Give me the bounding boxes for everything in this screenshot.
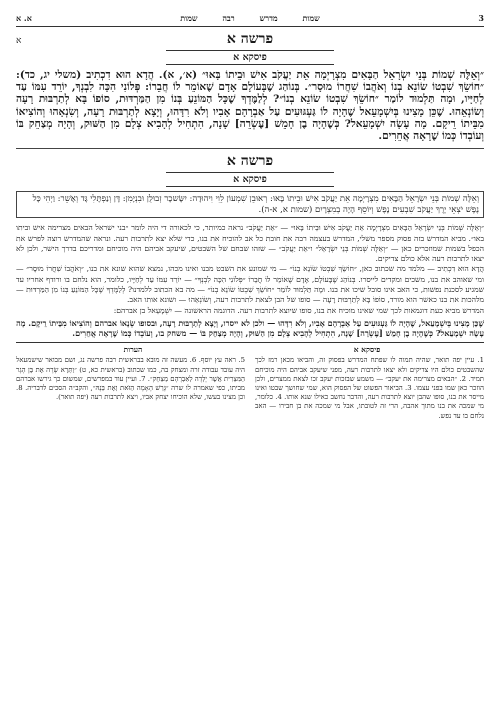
footnotes (16, 356, 484, 420)
commentary-paragraph: ״וְאֵלֶּה שְׁמוֹת בְּנֵי יִשְׂרָאֵל הַבָּאִים מִצְרָיְמָה אֵת יַעֲקֹב אִישׁ וּבֵיתוֹ בָּאוּ״ — ״אֵת יַעֲקֹב״ נראה כמיותר, כי לכאורה די היה לומר ״בני ישראל הבאים מצרימה איש וביתו באו״. מביא המדרש בזה פסוק מספר משלי, המדרש בעצמה רבה את חובת כל אב להוכיח את בנו, כדי שלא יצא לתרבות רעה. ונראה שהמדרש רוצה לפרש את הכפל בשמות שמוזכרים כאן — ״וְאֵלֶּה שְׁמוֹת בְּנֵי יִשְׂרָאֵל״ ו״אֵת יַעֲקֹב״ — שזהו שבחם של השבטים, שיעקב אביהם היה מוכיחם ומדריכם בדרך הישר, ולכן לא יצאו לתרבות רעה אלא כולם צדיקים. (16, 223, 484, 264)
chapter-verse-ref: א. א (16, 13, 32, 23)
midrash-text: ״וְאֵלֶּה שְׁמוֹת בְּנֵי יִשְׂרָאֵל הַבָּאִים מִצְרָיְמָה אֵת יַעֲקֹב אִישׁ וּבֵיתוֹ בָּאוּ״ (א׳, א). הֲדָא הוּא דִכְתִיב (משלי יג, כד): ״חוֹשֵׂךְ שִׁבְטוֹ שׂוֹנֵא בְנוֹ וְאֹהֲבוֹ שִׁחֲרוֹ מוּסָר״. בְּנוֹהַג שֶׁבָּעוֹלָם אָדָם שֶׁאוֹמֵר לוֹ חֲבֵרוֹ: פְּלוֹנִי הִכָּה לִבְנְךָ, יוֹרֵד עִמּוֹ עַד לְחַיָּיו, וּמָה תַּלְמוּד לוֹמַר ״חוֹשֵׂךְ שִׁבְטוֹ שׂוֹנֵא בְנוֹ״? לְלַמֶּדְךָ שֶׁכָּל הַמּוֹנֵעַ בְּנוֹ מִן הַמַּרְדּוּת, סוֹפוֹ בָּא לְתַרְבּוּת רָעָה וְשׂוֹנְאֵהוּ. שֶׁכֵּן מָצִינוּ בְּיִשְׁמָעֵאל שֶׁהָיָה לוֹ גַּעְגּוּעִים עַל אַבְרָהָם אָבִיו וְלֹא רִדָּהוּ, וְיָצָא לְתַרְבּוּת רָעָה, וְשִׂנְאָהוּ וְהוֹצִיאוֹ מִבֵּיתוֹ רֵיקָם. מָה עָשָׂה יִשְׁמָעֵאל? כְּשֶׁהָיָה בֶן חָמֵשׁ [עֶשְׂרֵה] שָׁנָה, הִתְחִיל לְהָבִיא צְלָם מִן הַשּׁוּק, וְהָיָה מְצַחֵק בּוֹ וְעוֹבְדוֹ כְּמוֹ שֶׁרָאָה אֲחֵרִים. (16, 69, 484, 143)
section-divider (16, 148, 484, 149)
footnotes-column-right: 1. עיין יפה תואר, שהיה תמוה לו שפתח המדרש בפסוק זה, והביאו מכאן רמז לכך שהשבטים כולם היו צדיקים ולא יצאו לתרבות רעה, מפני שיעקב אביהם היה מוכיחם תמיד. 2. ״הבאים מצרימה את יעקב״ — משמע שבזכות יעקב זכו לצאת ממצרים, ולכן הוזכר כאן שמו בפני עצמו. 3. הביאור הפשוט של הפסוק הוא, שמי שחושך שבטו ואינו מייסר את בנו, סופו שהבן יוצא לתרבות רעה, והדבר נחשב כאילו שנא אותו. 4. כלומר, מי שמכה את בנו מתוך אהבה, הרי זה לטובתו, אבל מי שמכה את בן חבירו — האב נלחם בו עד נפש. (255, 356, 484, 420)
margin-marker: א (16, 36, 22, 46)
piska-title-2: פיסקא א (166, 172, 334, 187)
page-number: 3 (478, 13, 484, 23)
notes-header (16, 342, 484, 354)
notes-header-right: פיסקא א (353, 345, 381, 355)
notes-header-left: הערות (123, 345, 143, 355)
commentary-section (16, 153, 484, 338)
running-title: שמות מדרש רבה שמות (180, 13, 320, 23)
running-header (16, 10, 484, 27)
verse-box: וְאֵלֶּה שְׁמוֹת בְּנֵי יִשְׂרָאֵל הַבָּאִים מִצְרָיְמָה אֵת יַעֲקֹב אִישׁ וּבֵיתוֹ בָּאוּ: רְאוּבֵן שִׁמְעוֹן לֵוִי וִיהוּדָה: יִשָּׂשכָר זְבוּלֻן וּבִנְיָמִן: דָּן וְנַפְתָּלִי גָּד וְאָשֵׁר: וַיְהִי כָּל נֶפֶשׁ יֹצְאֵי יֶרֶךְ יַעֲקֹב שִׁבְעִים נָפֶשׁ וְיוֹסֵף הָיָה בְמִצְרָיִם (שמות א, א-ה). (16, 191, 484, 218)
commentary-paragraph: הֲדָא הוּא דִכְתִיב — מלמד מה שכתוב כאן, ״חוֹשֵׂךְ שִׁבְטוֹ שׂוֹנֵא בְנוֹ״ — מי שמונע את השבט מבנו ואינו מכהו, נמצא שהוא שונא את בנו, ״וְאֹהֲבוֹ שִׁחֲרוֹ מוּסָר״ — ומי שאוהב את בנו, משכים ומקדים לייסרו. בְּנוֹהַג שֶׁבָּעוֹלָם, אָדָם שֶׁאוֹמֵר לוֹ חֲבֵרוֹ ״פְּלוֹנִי הִכָּה לִבְנְךָ״ — יוֹרֵד עִמּוֹ עַד לְחַיָּיו, כלומר, הוא נלחם בו ורודף אחריו עד שמגיע לסכנת נפשות, כי האב אינו סובל שיכו את בנו. וּמָה תַּלְמוּד לוֹמַר ״חוֹשֵׂךְ שִׁבְטוֹ שׂוֹנֵא בְנוֹ״ — מה בא הכתוב ללמדנו? לְלַמֶּדְךָ שֶׁכָּל הַמּוֹנֵעַ בְּנוֹ מִן הַמַּרְדּוּת — מלהכות את בנו כאשר הוא מורד, סוֹפוֹ בָּא לְתַרְבּוּת רָעָה — סופו של הבן לצאת לתרבות רעה, וְשׂוֹנְאֵהוּ — ושונא אותו האב. (16, 264, 484, 305)
original-text-section (16, 31, 484, 142)
footnotes-column-left: 5. ראה עץ יוסף. 6. מעשה זה מובא בבראשית רבה פרשה נג, ושם מבואר שישמעאל היה עובד עבודה זרה ומצחק בה, כמו שכתוב (בראשית כא, ט) ״וַתֵּרֶא שָׂרָה אֶת בֶּן הָגָר הַמִּצְרִית אֲשֶׁר יָלְדָה לְאַבְרָהָם מְצַחֵק״. 7. ועיין עוד במפרשים, שמשום כך גירשו אברהם מביתו, כפי שאמרה לו שרה ״גָּרֵשׁ הָאָמָה הַזֹּאת וְאֶת בְּנָהּ״, והקב״ה הסכים לדבריה. 8. וכן מצינו בעשו, שלא הוכיחו יצחק אביו, ויצא לתרבות רעה (יפה תואר). (16, 356, 245, 402)
piska-title: פיסקא א (166, 50, 334, 65)
parasha-title-2: פרשה א (226, 153, 274, 170)
parasha-title: פרשה א (226, 31, 274, 47)
highlighted-passage: שֶׁכֵּן מָצִינוּ בְּיִשְׁמָעֵאל, שֶׁהָיָה לוֹ גַּעְגּוּעִים עַל אַבְרָהָם אָבִיו, וְלֹא רִדָּהוּ — ולכן לא ייסרו, וְיָצָא לְתַרְבּוּת רָעָה, וּבסופו שְׂנָאוֹ אברהם וְהוֹצִיאוֹ מִבֵּיתוֹ רֵיקָם. מָה עָשָׂה יִשְׁמָעֵאל? כְּשֶׁהָיָה בֶן חָמֵשׁ [עֶשְׂרֵה] שָׁנָה, הִתְחִיל לְהָבִיא צְלָם מִן הַשּׁוּק, וְהָיָה מְצַחֵק בּוֹ — משחק בו, וְעוֹבְדוֹ כְּמוֹ שֶׁרָאָה אֲחֵרִים. (16, 317, 484, 339)
commentary-paragraph: המדרש מביא כעת דוגמאות לכך שמי שאינו מוכיח את בנו, סופו שיוצא לתרבות רעה. הדוגמה הראשונה — יִשְׁמָעֵאל בן אברהם: (113, 305, 484, 315)
page (16, 10, 484, 700)
